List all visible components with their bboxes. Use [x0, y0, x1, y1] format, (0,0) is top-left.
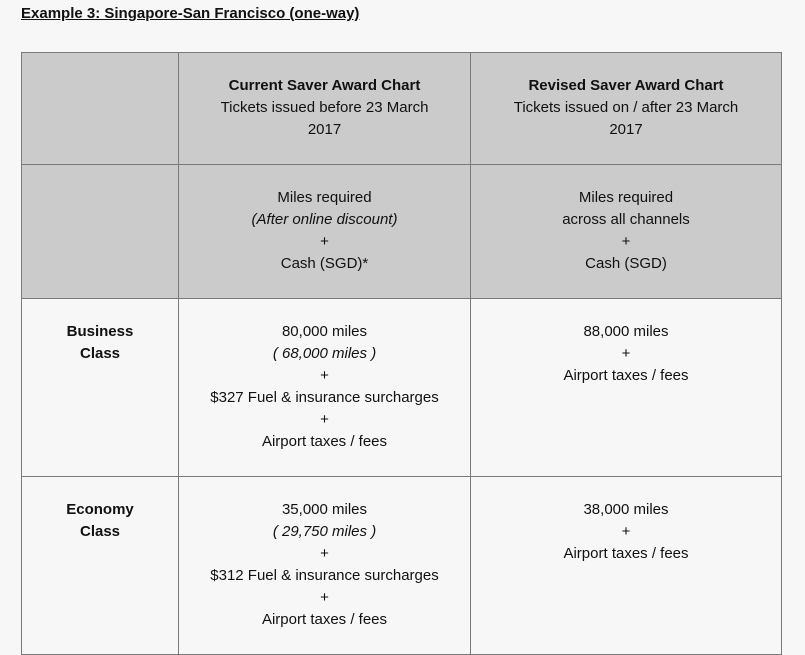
table-row — [22, 477, 782, 655]
class-label-line: Economy — [66, 501, 134, 518]
current-chart-header — [179, 53, 471, 165]
table-subheader-row — [22, 165, 782, 299]
economy-current-cell — [179, 477, 471, 655]
business-revised-cell — [471, 299, 782, 477]
plus-sign: + — [621, 345, 631, 362]
plus-sign: + — [320, 545, 329, 562]
plus-sign: + — [320, 411, 329, 428]
empty-subheader-cell — [22, 165, 179, 299]
plus-sign: + — [320, 233, 329, 250]
award-comparison-table — [21, 52, 782, 655]
taxes-label: Airport taxes / fees — [261, 433, 388, 450]
empty-header-cell — [22, 53, 179, 165]
miles-value: 38,000 miles — [583, 501, 669, 518]
revised-cash-label: Cash (SGD) — [585, 255, 667, 272]
revised-chart-heading: Revised Saver Award Chart — [528, 77, 724, 94]
current-online-discount-note: (After online discount) — [251, 211, 398, 228]
miles-value: 80,000 miles — [281, 323, 368, 340]
miles-value: 35,000 miles — [281, 501, 368, 518]
class-label-business — [22, 299, 179, 477]
plus-sign: + — [320, 367, 329, 384]
surcharge-value: $327 Fuel & insurance surcharges — [210, 389, 439, 406]
business-current-cell — [179, 299, 471, 477]
miles-value: 88,000 miles — [583, 323, 669, 340]
revised-miles-required: Miles required — [578, 189, 674, 206]
plus-sign: + — [320, 589, 329, 606]
page-title: Example 3: Singapore-San Francisco (one-way) — [21, 5, 360, 22]
class-label-line: Class — [79, 345, 121, 362]
surcharge-value: $312 Fuel & insurance surcharges — [210, 567, 439, 584]
current-miles-required: Miles required — [277, 189, 372, 206]
table-header-row — [22, 53, 782, 165]
revised-chart-header — [471, 53, 782, 165]
class-label-line: Business — [66, 323, 134, 340]
revised-requirements-header — [471, 165, 782, 299]
taxes-label: Airport taxes / fees — [563, 367, 689, 384]
current-requirements-header — [179, 165, 471, 299]
class-label-line: Class — [79, 523, 121, 540]
table-row — [22, 299, 782, 477]
discounted-miles-value: ( 29,750 miles ) — [272, 523, 377, 540]
class-label-economy — [22, 477, 179, 655]
current-chart-heading: Current Saver Award Chart — [228, 77, 421, 94]
current-cash-label: Cash (SGD)* — [280, 255, 369, 272]
revised-channels-note: across all channels — [562, 211, 690, 228]
current-chart-subtitle: Tickets issued before 23 March 2017 — [220, 99, 429, 138]
taxes-label: Airport taxes / fees — [563, 545, 689, 562]
taxes-label: Airport taxes / fees — [261, 611, 388, 628]
economy-revised-cell — [471, 477, 782, 655]
plus-sign: + — [621, 523, 631, 540]
revised-chart-subtitle: Tickets issued on / after 23 March 2017 — [513, 99, 739, 138]
discounted-miles-value: ( 68,000 miles ) — [272, 345, 377, 362]
plus-sign: + — [621, 233, 631, 250]
